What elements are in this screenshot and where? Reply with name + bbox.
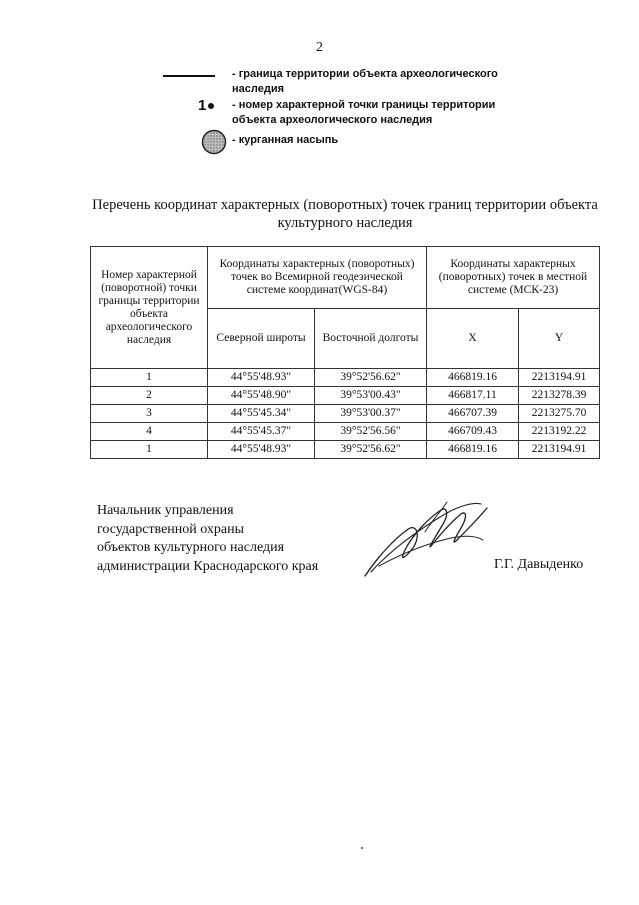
scan-speck <box>361 847 363 849</box>
cell-latitude: 44°55'45.37" <box>208 423 315 441</box>
page-number: 2 <box>316 40 323 55</box>
subheader-x: X <box>427 309 519 369</box>
signatory-line: администрации Краснодарского края <box>97 558 319 574</box>
cell-y: 2213275.70 <box>519 405 600 423</box>
table-row <box>91 369 600 387</box>
cell-point-number: 2 <box>91 387 208 405</box>
subheader-north-latitude: Северной широты <box>208 309 315 369</box>
legend-boundary-text: - граница территории объекта археологического наследия <box>232 68 498 95</box>
cell-longitude: 39°52'56.62" <box>315 441 427 459</box>
subheader-east-longitude: Восточной долготы <box>315 309 427 369</box>
cell-x: 466817.11 <box>427 387 519 405</box>
burial-mound-icon <box>201 129 227 155</box>
header-msk23: Координаты характерных (поворотных) точек в местной системе (МСК-23) <box>427 247 600 309</box>
cell-y: 2213192.22 <box>519 423 600 441</box>
header-point-number: Номер характерной (поворотной) точки границы территории объекта археологического наследия <box>91 247 208 369</box>
signatory-position <box>97 502 357 576</box>
cell-point-number: 3 <box>91 405 208 423</box>
cell-x: 466819.16 <box>427 441 519 459</box>
signatory-line: Начальник управления <box>97 503 234 518</box>
cell-x: 466709.43 <box>427 423 519 441</box>
cell-longitude: 39°52'56.62" <box>315 369 427 387</box>
signatory-line: государственной охраны <box>97 521 245 537</box>
legend-mound-text: - курганная насыпь <box>232 134 339 146</box>
cell-y: 2213194.91 <box>519 369 600 387</box>
cell-point-number: 1 <box>91 441 208 459</box>
table-row <box>91 387 600 405</box>
cell-longitude: 39°52'56.56" <box>315 423 427 441</box>
cell-latitude: 44°55'48.90" <box>208 387 315 405</box>
cell-latitude: 44°55'48.93" <box>208 441 315 459</box>
cell-point-number: 4 <box>91 423 208 441</box>
cell-latitude: 44°55'48.93" <box>208 369 315 387</box>
table-row <box>91 441 600 459</box>
cell-x: 466707.39 <box>427 405 519 423</box>
cell-longitude: 39°53'00.37" <box>315 405 427 423</box>
table-row <box>91 405 600 423</box>
signatory-name: Г.Г. Давыденко <box>494 557 584 572</box>
signatory-line: объектов культурного наследия <box>97 540 285 555</box>
header-wgs84: Координаты характерных (поворотных) точек во Всемирной геодезической системе координат(WGS-84) <box>208 247 427 309</box>
handwritten-signature <box>355 492 495 584</box>
coordinates-table <box>90 246 600 459</box>
legend-point-text: - номер характерной точки границы территории объекта археологического наследия <box>232 99 496 126</box>
cell-y: 2213278.39 <box>519 387 600 405</box>
cell-x: 466819.16 <box>427 369 519 387</box>
cell-point-number: 1 <box>91 369 208 387</box>
numbered-point-icon <box>198 98 214 113</box>
cell-y: 2213194.91 <box>519 441 600 459</box>
cell-longitude: 39°53'00.43" <box>315 387 427 405</box>
table-row <box>91 423 600 441</box>
subheader-y: Y <box>519 309 600 369</box>
document-title: Перечень координат характерных (поворотных) точек границ территории объекта культурного наследия <box>92 197 598 231</box>
table-header-row <box>91 247 600 309</box>
point-marker-number: 1 <box>198 97 207 114</box>
cell-latitude: 44°55'45.34" <box>208 405 315 423</box>
boundary-line-icon <box>163 75 215 77</box>
